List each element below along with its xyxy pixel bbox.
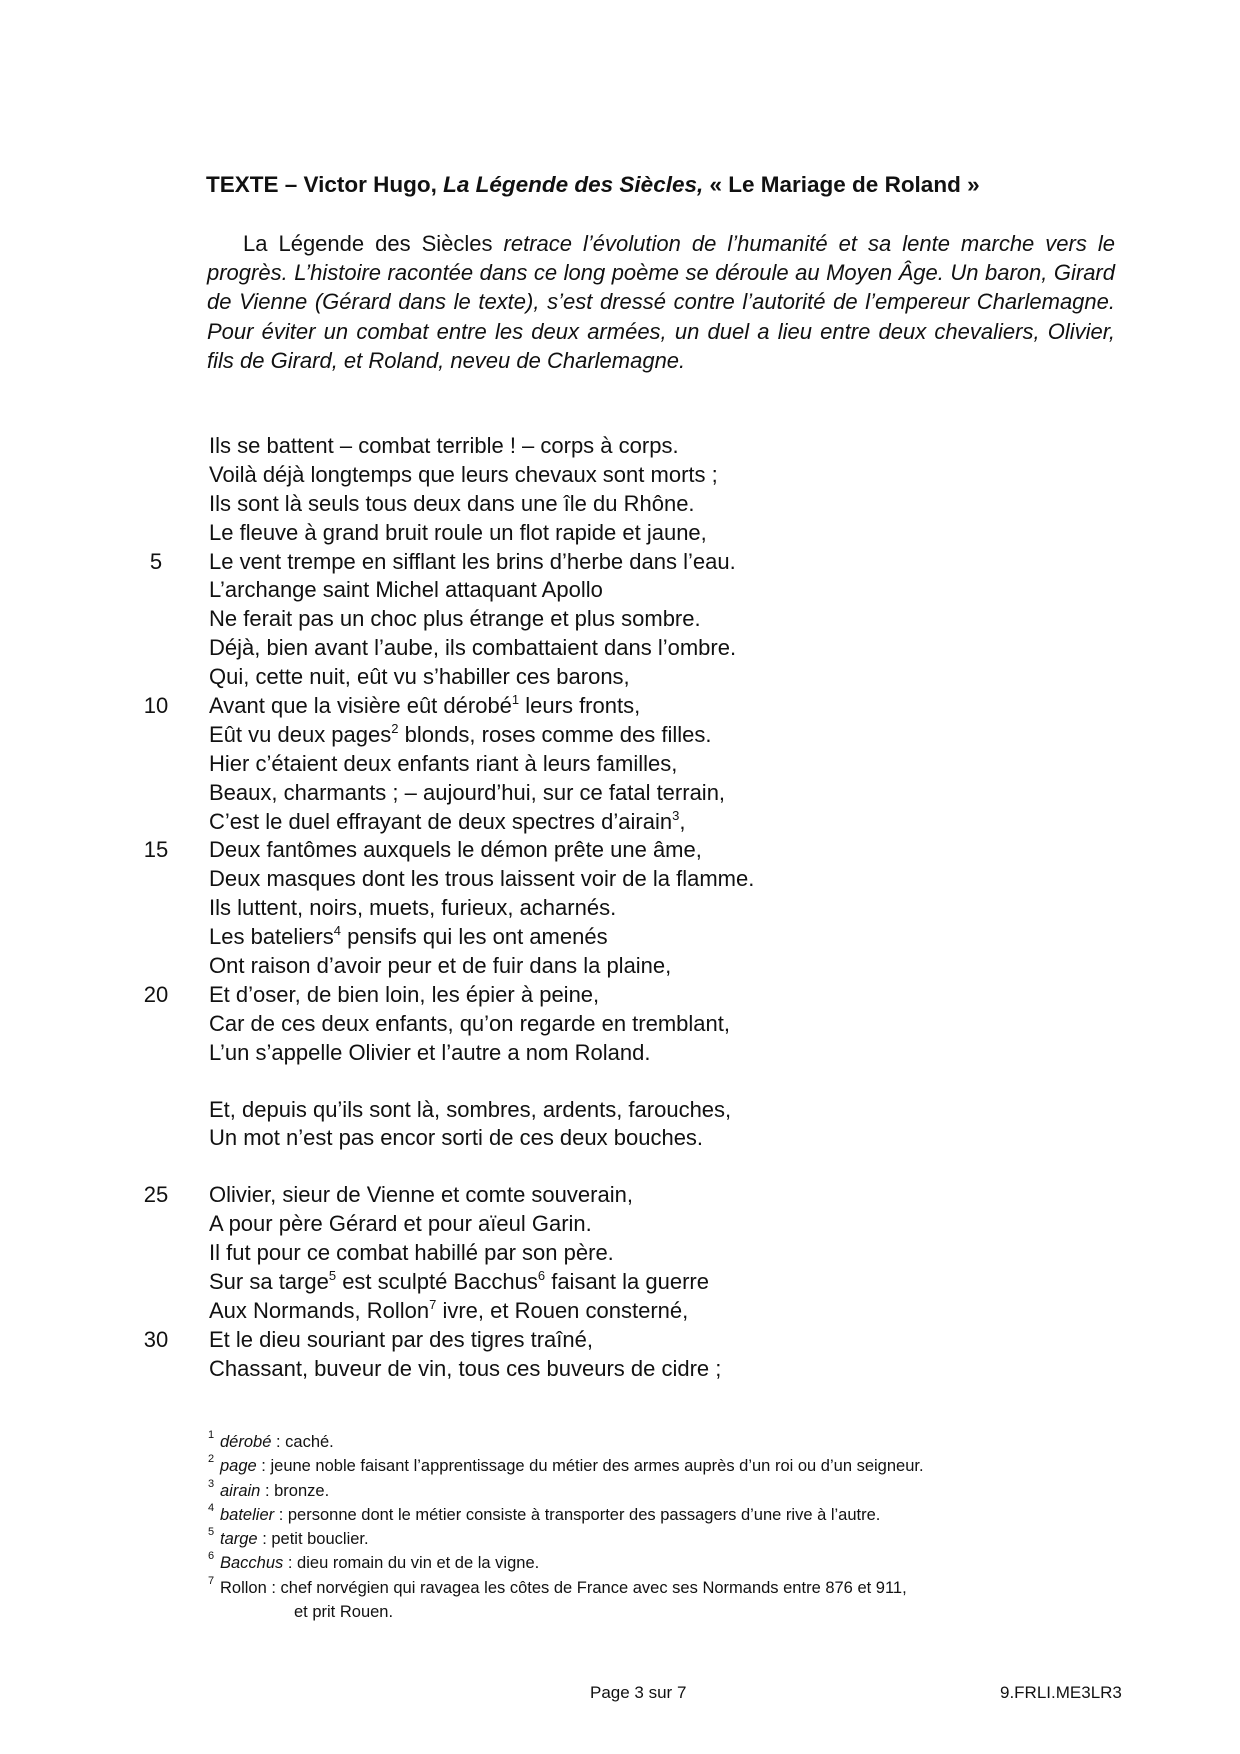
verse-segment: Les bateliers xyxy=(209,924,334,950)
page-number: Page 3 sur 7 xyxy=(590,1683,687,1702)
line-number: 30 xyxy=(143,1326,169,1352)
footnote-ref: 6 xyxy=(537,1268,546,1284)
footnote-body xyxy=(220,1527,369,1551)
footnote-term: dérobé xyxy=(220,1433,272,1451)
verse-line xyxy=(0,1326,1240,1355)
verse-segment: A pour père Gérard et pour aïeul Garin. xyxy=(209,1211,592,1237)
verse-text xyxy=(209,548,736,577)
footnote-definition: : jeune noble faisant l’apprentissage du métier des armes auprès d’un roi ou d’un seigneur. xyxy=(256,1457,924,1476)
footnote-term: airain xyxy=(220,1481,261,1500)
footnote-term: targe xyxy=(220,1530,258,1549)
verse-text xyxy=(209,981,599,1010)
verse-segment: leurs fronts, xyxy=(519,693,641,719)
verse-segment: Et, depuis qu’ils sont là, sombres, ardents, farouches, xyxy=(209,1096,732,1122)
footnote-definition: : dieu romain du vin et de la vigne. xyxy=(283,1554,540,1573)
line-number: 20 xyxy=(143,981,169,1007)
line-number: 25 xyxy=(143,1182,169,1208)
verse-text xyxy=(209,1326,593,1355)
verse-text xyxy=(209,923,608,952)
verse-segment: Qui, cette nuit, eût vu s’habiller ces barons, xyxy=(209,664,630,690)
footnote-continuation xyxy=(208,1600,1108,1624)
footnotes xyxy=(208,1430,1108,1624)
footnote-body xyxy=(220,1503,880,1527)
verse-segment: , xyxy=(679,808,686,834)
verse-segment: Sur sa targe xyxy=(209,1269,329,1295)
footnote-definition: Rollon : chef norvégien qui ravagea les côtes de France avec ses Normands entre 876 et 911, xyxy=(220,1578,907,1597)
footnote-term: page xyxy=(220,1457,257,1476)
footnote-ref: 7 xyxy=(429,1296,437,1312)
verse-segment: est sculpté Bacchus xyxy=(336,1269,538,1295)
verse-line xyxy=(0,1010,1240,1039)
poem xyxy=(0,432,1240,1384)
verse-text xyxy=(209,1355,721,1384)
verse-text xyxy=(209,721,712,750)
verse-segment: Déjà, bien avant l’aube, ils combattaient dans l’ombre. xyxy=(209,635,737,661)
verse-line xyxy=(0,1181,1240,1210)
footnote xyxy=(208,1527,1108,1551)
footnote-term: Bacchus xyxy=(220,1554,284,1573)
verse-line xyxy=(0,432,1240,461)
verse-line xyxy=(0,721,1240,750)
verse-line xyxy=(0,1210,1240,1239)
verse-line xyxy=(0,952,1240,981)
verse-segment: L’archange saint Michel attaquant Apollo xyxy=(209,577,603,603)
verse-line xyxy=(0,490,1240,519)
verse-segment: Olivier, sieur de Vienne et comte souverain, xyxy=(209,1182,633,1208)
footnote-body xyxy=(220,1479,329,1503)
verse-line xyxy=(0,1096,1240,1125)
verse-text xyxy=(209,808,685,837)
verse-segment: Beaux, charmants ; – aujourd’hui, sur ce fatal terrain, xyxy=(209,779,726,805)
verse-segment: Avant que la visière eût dérobé xyxy=(209,693,512,719)
verse-line xyxy=(0,1355,1240,1384)
footnote xyxy=(208,1479,1108,1503)
footnote-body xyxy=(220,1454,924,1478)
verse-text xyxy=(209,1096,731,1125)
verse-text xyxy=(209,750,677,779)
verse-line xyxy=(0,634,1240,663)
verse-text xyxy=(209,605,701,634)
intro-text: retrace l’évolution de l’humanité et sa lente marche vers le progrès. L’histoire racontée dans ce long poème se déroule au Moyen Âge. Un baron, Girard de Vienne (Gérard dans le texte), s’est dressé contre l’autorité de l’empereur Charlemagne. Pour éviter un combat entre les deux armées, un duel a lieu entre deux chevaliers, Olivier, fils de Girard, et Roland, neveu de Charlemagne. xyxy=(207,231,1115,373)
line-number: 15 xyxy=(143,837,169,863)
verse-line xyxy=(0,605,1240,634)
verse-segment: Eût vu deux pages xyxy=(209,721,392,747)
footnote xyxy=(208,1454,1108,1478)
verse-line xyxy=(0,779,1240,808)
verse-text xyxy=(209,1039,650,1068)
verse-text xyxy=(209,576,603,605)
footnote xyxy=(208,1430,1108,1454)
verse-text xyxy=(209,490,695,519)
verse-text xyxy=(209,432,679,461)
verse-text xyxy=(209,894,616,923)
verse-line xyxy=(0,894,1240,923)
footnote-term: batelier xyxy=(220,1505,275,1524)
verse-text xyxy=(209,1239,614,1268)
verse-segment: Et le dieu souriant par des tigres traîné, xyxy=(209,1326,593,1352)
verse-segment: Chassant, buveur de vin, tous ces buveurs de cidre ; xyxy=(209,1355,722,1381)
verse-segment: Le fleuve à grand bruit roule un flot rapide et jaune, xyxy=(209,519,707,545)
verse-segment: L’un s’appelle Olivier et l’autre a nom Roland. xyxy=(209,1039,651,1065)
title-work: La Légende des Siècles, xyxy=(443,172,704,197)
verse-segment: Ils se battent – combat terrible ! – corps à corps. xyxy=(209,433,679,458)
line-number: 5 xyxy=(149,548,163,574)
verse-line xyxy=(0,692,1240,721)
verse-line xyxy=(0,1268,1240,1297)
footnote-ref: 1 xyxy=(511,692,520,708)
footnote-ref: 4 xyxy=(333,923,341,939)
verse-segment: Car de ces deux enfants, qu’on regarde en tremblant, xyxy=(209,1010,730,1036)
verse-segment: Deux fantômes auxquels le démon prête une âme, xyxy=(209,837,702,863)
verse-line xyxy=(0,750,1240,779)
footnote-ref: 3 xyxy=(672,807,680,823)
verse-line xyxy=(0,1239,1240,1268)
verse-line xyxy=(0,808,1240,837)
verse-line xyxy=(0,519,1240,548)
verse-segment: Ils luttent, noirs, muets, furieux, acharnés. xyxy=(209,895,617,921)
verse-line xyxy=(0,1039,1240,1068)
footnote-definition: : petit bouclier. xyxy=(257,1530,369,1549)
verse-text xyxy=(209,1010,730,1039)
footnote-number: 6 xyxy=(208,1550,215,1563)
line-number: 10 xyxy=(143,693,169,719)
verse-line xyxy=(0,981,1240,1010)
verse-segment: C’est le duel effrayant de deux spectres d’airain xyxy=(209,808,673,834)
verse-text xyxy=(209,461,718,490)
footnote-number: 2 xyxy=(208,1453,215,1466)
verse-line xyxy=(0,923,1240,952)
verse-segment: blonds, roses comme des filles. xyxy=(398,721,712,747)
verse-text xyxy=(209,952,671,981)
document-code: 9.FRLI.ME3LR3 xyxy=(1000,1683,1122,1702)
title-suffix: « Le Mariage de Roland » xyxy=(703,172,980,197)
verse-text xyxy=(209,519,707,548)
verse-text xyxy=(209,1268,709,1297)
verse-segment: Un mot n’est pas encor sorti de ces deux bouches. xyxy=(209,1125,704,1151)
footnote-definition: : caché. xyxy=(271,1433,334,1451)
intro-paragraph xyxy=(207,229,1115,375)
verse-text xyxy=(209,634,736,663)
footnote-body xyxy=(220,1551,539,1575)
verse-segment: pensifs qui les ont amenés xyxy=(340,924,608,950)
page-title xyxy=(206,172,980,198)
footnote-number: 1 xyxy=(208,1429,215,1441)
verse-line xyxy=(0,1297,1240,1326)
footnote xyxy=(208,1503,1108,1527)
verse-line xyxy=(0,865,1240,894)
verse-line xyxy=(0,548,1240,577)
verse-segment: Voilà déjà longtemps que leurs chevaux sont morts ; xyxy=(209,461,718,487)
footnote-number: 4 xyxy=(208,1501,215,1514)
verse-text xyxy=(209,663,630,692)
verse-segment: Aux Normands, Rollon xyxy=(209,1297,430,1323)
intro-lead: La Légende des Siècles xyxy=(243,231,493,256)
verse-segment: Il fut pour ce combat habillé par son père. xyxy=(209,1240,614,1266)
footnote-definition: : personne dont le métier consiste à transporter des passagers d’une rive à l’autre. xyxy=(274,1505,881,1524)
footnote-ref: 2 xyxy=(391,720,399,736)
title-prefix: TEXTE – Victor Hugo, xyxy=(206,172,444,197)
verse-text xyxy=(209,692,640,721)
verse-segment: Ne ferait pas un choc plus étrange et plus sombre. xyxy=(209,606,701,632)
footnote-definition: et prit Rouen. xyxy=(294,1603,394,1622)
verse-text xyxy=(209,1297,688,1326)
verse-text xyxy=(209,1124,703,1153)
footnote-number: 3 xyxy=(208,1477,215,1490)
footnote-body xyxy=(220,1430,334,1454)
verse-line xyxy=(0,461,1240,490)
footnote-definition: : bronze. xyxy=(260,1481,330,1500)
verse-line xyxy=(0,576,1240,605)
verse-segment: Le vent trempe en sifflant les brins d’herbe dans l’eau. xyxy=(209,548,736,574)
verse-text xyxy=(209,1181,633,1210)
verse-segment: Deux masques dont les trous laissent voir de la flamme. xyxy=(209,866,755,892)
verse-text xyxy=(209,836,702,865)
verse-line xyxy=(0,836,1240,865)
verse-text xyxy=(209,1210,592,1239)
verse-segment: Hier c’étaient deux enfants riant à leurs familles, xyxy=(209,750,678,776)
stanza-3 xyxy=(0,1181,1240,1383)
verse-segment: Et d’oser, de bien loin, les épier à peine, xyxy=(209,981,600,1007)
verse-segment: faisant la guerre xyxy=(545,1269,709,1295)
verse-text xyxy=(209,865,754,894)
verse-segment: Ils sont là seuls tous deux dans une île du Rhône. xyxy=(209,490,695,516)
verse-segment: Ont raison d’avoir peur et de fuir dans la plaine, xyxy=(209,953,672,979)
stanza-1 xyxy=(0,432,1240,1068)
verse-line xyxy=(0,1124,1240,1153)
footnote-body xyxy=(220,1576,907,1600)
footnote xyxy=(208,1576,1108,1600)
footnote-number: 5 xyxy=(208,1526,215,1539)
verse-line xyxy=(0,663,1240,692)
stanza-2 xyxy=(0,1096,1240,1154)
verse-text xyxy=(209,779,725,808)
verse-segment: ivre, et Rouen consterné, xyxy=(436,1297,689,1323)
footnote-number: 7 xyxy=(208,1574,215,1587)
footnote xyxy=(208,1551,1108,1575)
footnote-ref: 5 xyxy=(328,1268,337,1284)
